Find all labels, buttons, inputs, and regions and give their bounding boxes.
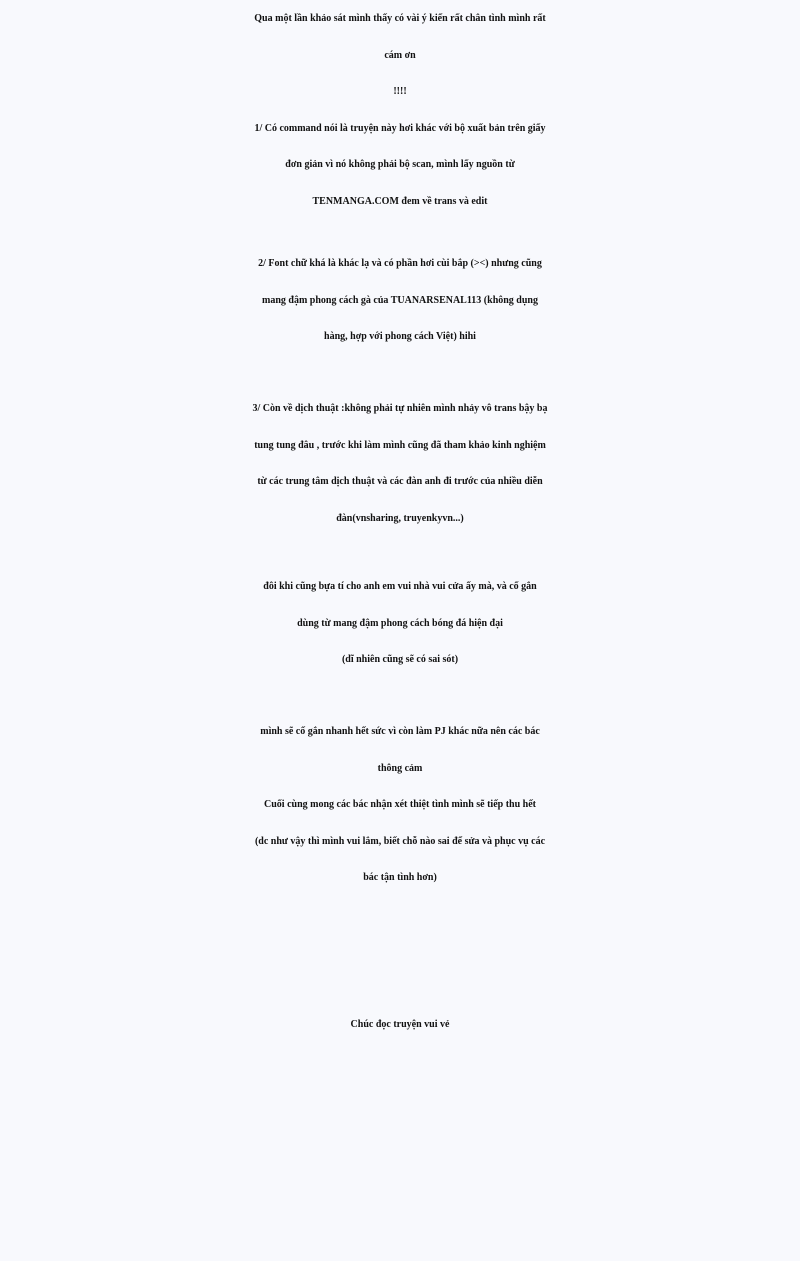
text-line: TENMANGA.COM đem về trans và edit (312, 195, 488, 207)
intro-paragraph (0, 1, 800, 220)
text-line: dùng từ mang đậm phong cách bóng đá hiện đại (297, 617, 503, 629)
text-line: Qua một lần khảo sát mình thấy có vài ý kiến rất chân tình mình rất (254, 13, 546, 24)
sign-off (0, 1005, 800, 1045)
text-line: (dc như vậy thì mình vui lắm, biết chỗ nào sai để sửa và phục vụ các (254, 835, 546, 847)
text-line: Cuối cùng mong các bác nhận xét thiệt tình mình sẽ tiếp thu hết (264, 799, 536, 810)
text-line: mình sẽ cố gắn nhanh hết sức vì còn làm PJ khác nữa nên các bác (260, 726, 540, 737)
point-2-paragraph (0, 246, 800, 356)
text-line: đàn(vnsharing, truyenkyvn...) (336, 512, 464, 524)
text-line: hàng, hợp với phong cách Việt) hihi (324, 331, 476, 342)
text-line: từ các trung tâm dịch thuật và các đàn anh đi trước của nhiều diễn (257, 476, 543, 487)
text-line: đơn giản vì nó không phải bộ scan, mình lấy nguồn từ (285, 159, 515, 170)
text-line: tung tung đâu , trước khi làm mình cũng đã tham khảo kinh nghiệm (254, 439, 546, 451)
text-line: 1/ Có command nói là truyện này hơi khác với bộ xuất bản trên giấy (254, 122, 546, 134)
text-line: 2/ Font chữ khá là khác lạ và có phần hơi cùi bắp (><) nhưng cũng (258, 258, 542, 269)
text-line: thông cảm (377, 762, 423, 774)
text-line: mang đậm phong cách gà của TUANARSENAL113 (không dụng (262, 294, 538, 306)
text-line: bác tận tình hơn) (363, 872, 437, 883)
text-line: đôi khi cũng bựa tí cho anh em vui nhà vui cửa ấy mà, và cố gắn (263, 581, 537, 592)
humor-note-paragraph (0, 569, 800, 679)
text-line: cám ơn (384, 49, 416, 61)
text-line: !!!! (393, 86, 407, 97)
sign-off-text: Chúc đọc truyện vui vẻ (350, 1019, 450, 1030)
point-3-paragraph (0, 391, 800, 537)
text-line: 3/ Còn về dịch thuật :không phải tự nhiên mình nhảy vô trans bậy bạ (252, 403, 548, 414)
text-line: (dĩ nhiên cũng sẽ có sai sót) (341, 654, 459, 665)
closing-note-paragraph (0, 714, 800, 897)
